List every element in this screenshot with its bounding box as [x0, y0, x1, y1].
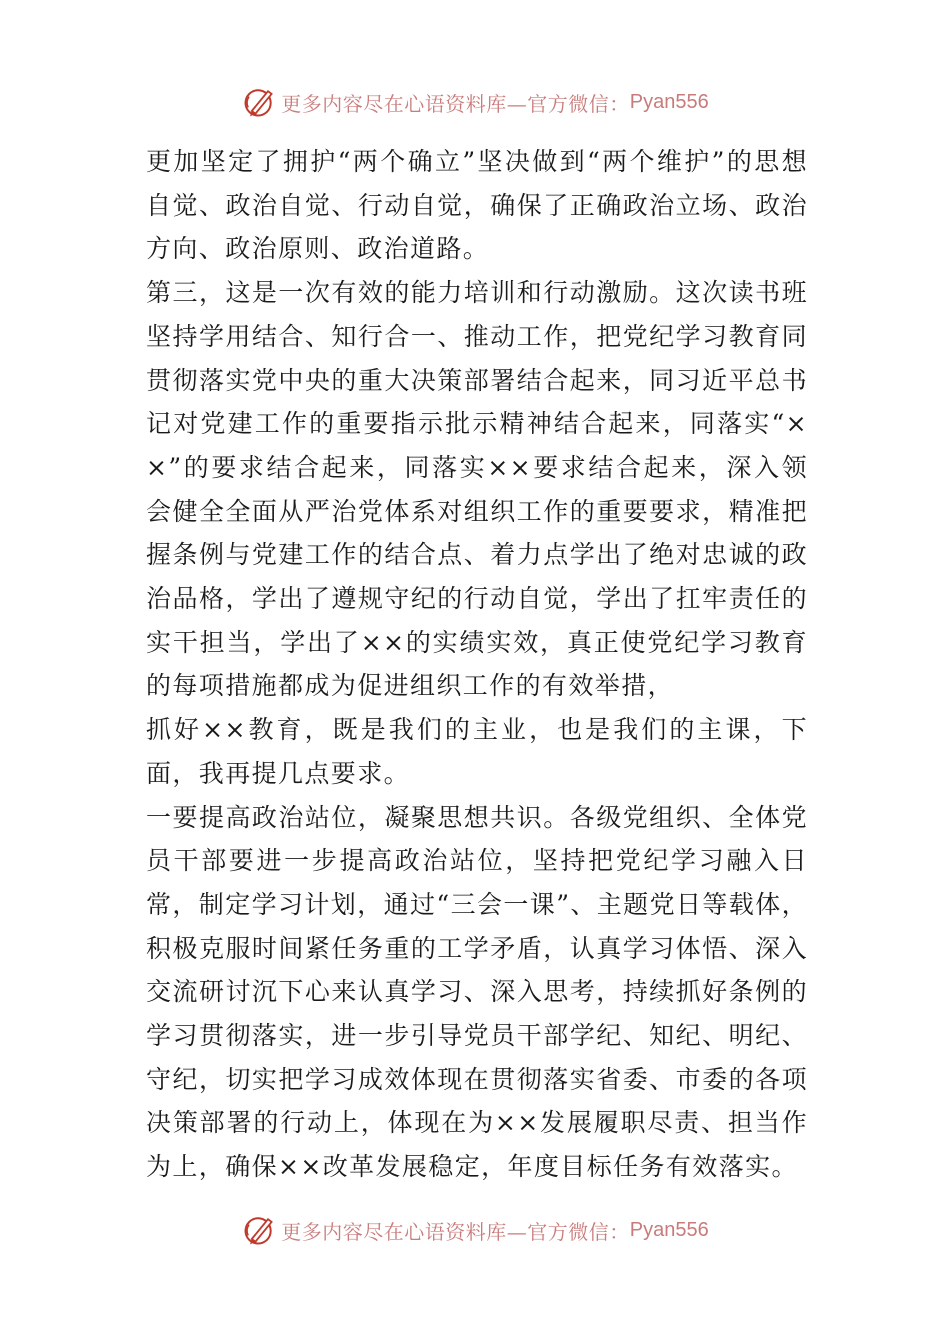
paragraph-4: 一要提高政治站位，凝聚思想共识。各级党组织、全体党员干部要进一步提高政治站位，坚持把党纪学习融入日常，制定学习计划，通过“三会一课”、主题党日等载体，积极克服时间紧任务重的工学矛盾，认真学习体悟、深入交流研讨沉下心来认真学习、深入思考，持续抓好条例的学习贯彻落实，进一步引导党员干部学纪、知纪、明纪、守纪，切实把学习成效体现在贯彻落实省委、市委的各项决策部署的行动上，体现在为××发展履职尽责、担当作为上，确保××改革发展稳定，年度目标任务有效落实。 [146, 802, 808, 1182]
pen-seal-logo-icon [241, 1212, 277, 1248]
paragraph-2: 第三，这是一次有效的能力培训和行动激励。这次读书班坚持学用结合、知行合一、推动工作，把党纪学习教育同贯彻落实党中央的重大决策部署结合起来，同习近平总书记对党建工作的重要指示批示精神结合起来，同落实“××”的要求结合起来，同落实××要求结合起来，深入领会健全全面从严治党体系对组织工作的重要要求，精准把握条例与党建工作的结合点、着力点学出了绝对忠诚的政治品格，学出了遵规守纪的行动自觉，学出了扛牢责任的实干担当，学出了××的实绩实效，真正使党纪学习教育的每项措施都成为促进组织工作的有效举措， [146, 278, 808, 701]
header-banner [0, 82, 950, 122]
paragraph-3: 抓好××教育，既是我们的主业，也是我们的主课，下面，我再提几点要求。 [146, 715, 808, 788]
footer-banner [0, 1210, 950, 1250]
footer-banner-text: 更多内容尽在心语资料库—官方微信： [281, 1219, 630, 1244]
paragraph-1: 更加坚定了拥护“两个确立”坚决做到“两个维护”的思想自觉、政治自觉、行动自觉，确保了正确政治立场、政治方向、政治原则、政治道路。 [146, 147, 808, 264]
header-banner-text: 更多内容尽在心语资料库—官方微信： [281, 91, 630, 116]
pen-seal-logo-icon [241, 84, 277, 120]
header-banner-wechat-id: Pyan556 [629, 90, 709, 113]
document-body [146, 140, 808, 1189]
footer-banner-wechat-id: Pyan556 [629, 1218, 709, 1241]
